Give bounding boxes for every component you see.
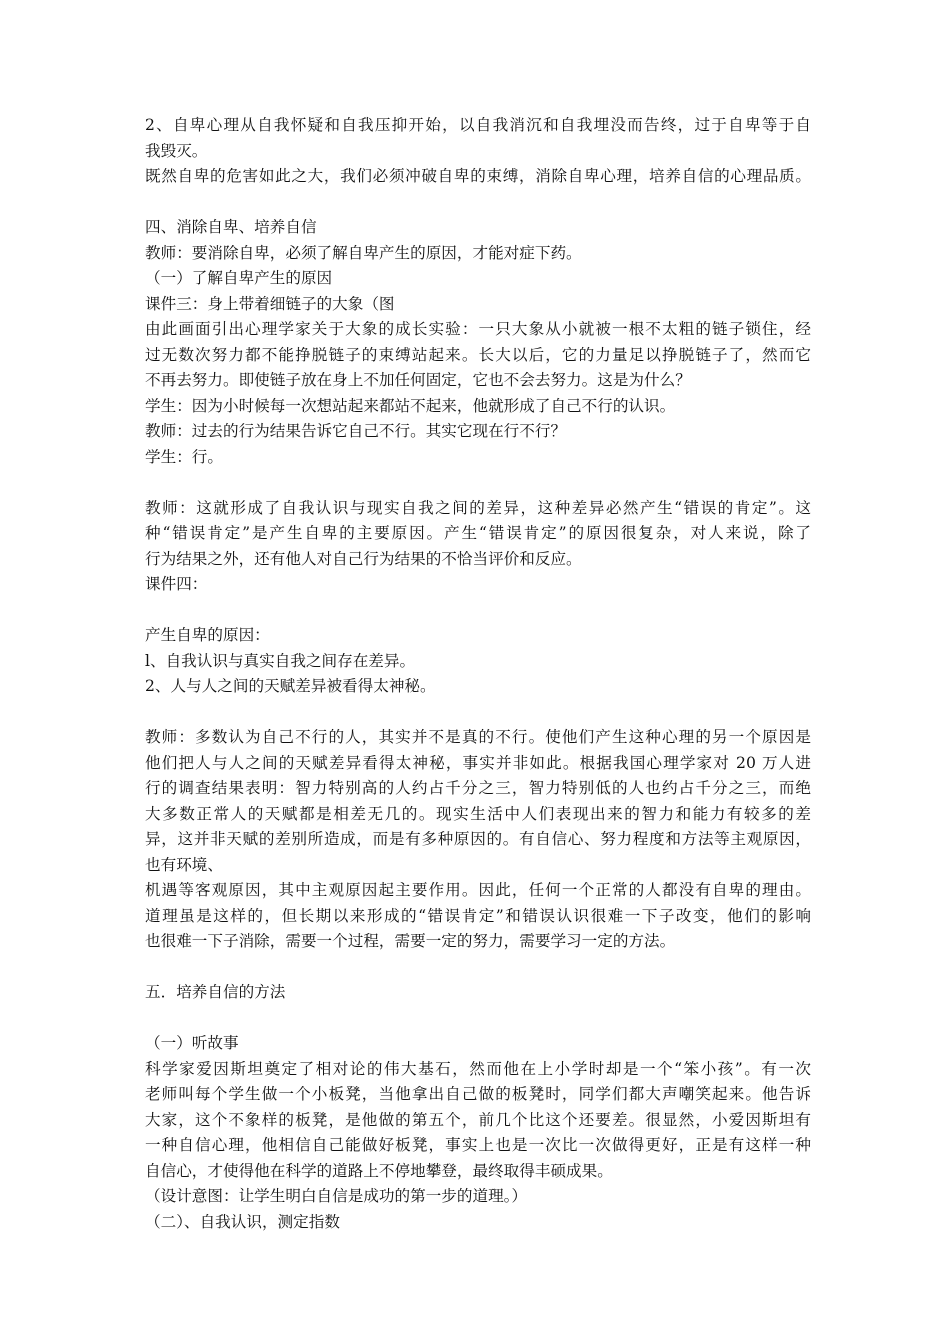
- blank-line: [145, 955, 811, 981]
- text-line: 不再去努力。即使链子放在身上不加任何固定，它也不会去努力。这是为什么？: [145, 371, 691, 389]
- blank-line: [145, 598, 811, 624]
- text-line: 一种自信心理，他相信自己能做好板凳，事实上也是一次比一次做得更好，正是有这样一种: [145, 1136, 811, 1154]
- text-line: 行为结果之外，还有他人对自己行为结果的不恰当评价和反应。: [145, 549, 582, 568]
- text-line: 自信心，才使得他在科学的道路上不停地攀登，最终取得丰硕成果。: [145, 1161, 613, 1180]
- subsection-heading: （一）了解自卑产生的原因: [145, 269, 333, 287]
- text-line: 异，这并非天赋的差别所造成，而是有多种原因的。有自信心、努力程度和方法等主观原因，: [145, 830, 811, 848]
- text-line: （设计意图：让学生明白自信是成功的第一步的道理。）: [145, 1187, 528, 1205]
- document-page: [145, 113, 811, 1235]
- text-line: 过无数次努力都不能挣脱链子的束缚站起来。长大以后，它的力量足以挣脱链子了，然而它: [145, 345, 811, 364]
- text-line: l、自我认识与真实自我之间存在差异。: [145, 651, 416, 670]
- text-line: 道理虽是这样的，但长期以来形成的“错误肯定”和错误认识很难一下子改变，他们的影响: [145, 906, 811, 925]
- text-line: 大家，这个不象样的板凳，是他做的第五个，前几个比这个还要差。很显然，小爱因斯坦有: [145, 1110, 811, 1129]
- text-line: 大多数正常人的天赋都是相差无几的。现实生活中人们表现出来的智力和能力有较多的差: [145, 804, 811, 823]
- text-line: 2、人与人之间的天赋差异被看得太神秘。: [145, 677, 436, 695]
- text-line: 他们把人与人之间的天赋差异看得太神秘，事实并非如此。根据我国心理学家对 20 万人进: [145, 753, 811, 772]
- blank-line: [145, 470, 811, 496]
- text-line: 教师：这就形成了自我认识与现实自我之间的差异，这种差异必然产生“错误的肯定”。这: [145, 498, 811, 517]
- section-heading: 四、消除自卑、培养自信: [145, 218, 317, 236]
- subsection-heading: （二）、自我认识，测定指数: [145, 1212, 340, 1231]
- text-line: 教师：要消除自卑，必须了解自卑产生的原因，才能对症下药。: [145, 243, 582, 262]
- section-heading: 五．培养自信的方法: [145, 983, 286, 1001]
- blank-line: [145, 1006, 811, 1032]
- text-line: 种“错误肯定”是产生自卑的主要原因。产生“错误肯定”的原因很复杂，对人来说，除了: [145, 524, 811, 542]
- text-line: 既然自卑的危害如此之大，我们必须冲破自卑的束缚，消除自卑心理，培养自信的心理品质。: [145, 167, 811, 185]
- text-line: 学生：行。: [145, 447, 223, 466]
- text-line: 课件四：: [145, 575, 208, 593]
- text-line: 机遇等客观原因，其中主观原因起主要作用。因此，任何一个正常的人都没有自卑的理由。: [145, 881, 811, 899]
- subsection-heading: （一）听故事: [145, 1034, 239, 1052]
- text-line: 产生自卑的原因：: [145, 626, 270, 644]
- text-line: 行的调查结果表明：智力特别高的人约占千分之三，智力特别低的人也约占千分之三，而绝: [145, 779, 811, 797]
- text-line: 2、自卑心理从自我怀疑和自我压抑开始，以自我消沉和自我埋没而告终，过于自卑等于自: [145, 116, 811, 134]
- text-line: 学生：因为小时候每一次想站起来都站不起来，他就形成了自己不行的认识。: [145, 396, 676, 415]
- text-line: 也很难一下子消除，需要一个过程，需要一定的努力，需要学习一定的方法。: [145, 932, 676, 950]
- text-line: 教师：过去的行为结果告诉它自己不行。其实它现在行不行？: [145, 422, 567, 440]
- blank-line: [145, 700, 811, 726]
- text-line: 由此画面引出心理学家关于大象的成长实验：一只大象从小就被一根不太粗的链子锁住，经: [145, 320, 811, 338]
- text-line: 老师叫每个学生做一个小板凳，当他拿出自己做的板凳时，同学们都大声嘲笑起来。他告诉: [145, 1085, 811, 1103]
- text-line: 我毁灭。: [145, 141, 208, 160]
- text-line: 教师：多数认为自己不行的人，其实并不是真的不行。使他们产生这种心理的另一个原因是: [145, 728, 811, 746]
- blank-line: [145, 190, 811, 216]
- text-line: 科学家爱因斯坦奠定了相对论的伟大基石，然而他在上小学时却是一个“笨小孩”。有一次: [145, 1059, 811, 1078]
- text-line: 课件三：身上带着细链子的大象（图: [145, 294, 395, 313]
- text-line: 也有环境、: [145, 855, 223, 874]
